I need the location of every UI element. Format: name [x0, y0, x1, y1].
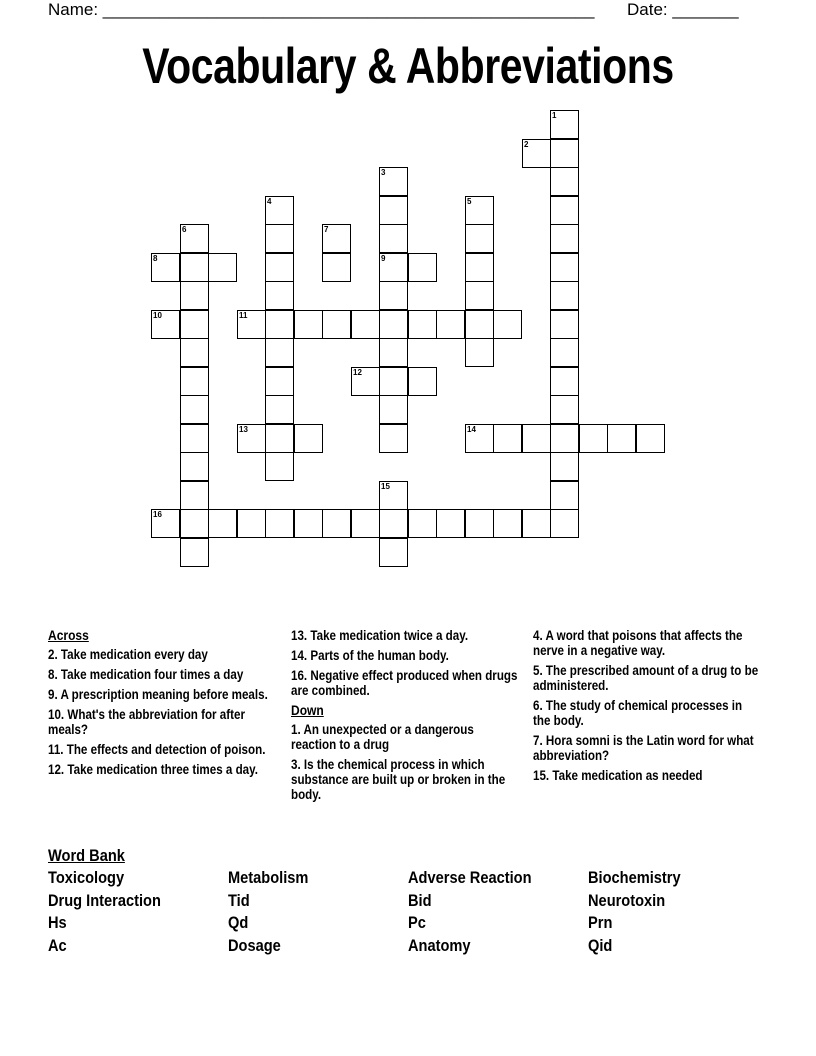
cell-number: 5	[467, 197, 472, 206]
cell-number: 6	[182, 225, 187, 234]
grid-cell[interactable]	[379, 196, 408, 225]
clue-item	[291, 628, 519, 643]
grid-cell[interactable]	[465, 196, 494, 225]
clues-column-3	[533, 628, 765, 788]
clue-text: A prescription meaning before meals.	[60, 687, 268, 702]
clue-text: What's the abbreviation for after meals?	[48, 707, 245, 737]
word-bank-item: Pc	[408, 913, 426, 933]
clue-item	[48, 647, 276, 662]
grid-cell[interactable]	[436, 509, 465, 538]
grid-cell[interactable]	[351, 509, 380, 538]
clue-text: An unexpected or a dangerous reaction to a drug	[291, 722, 474, 752]
cell-number: 7	[324, 225, 329, 234]
cell-number: 3	[381, 168, 386, 177]
cell-number: 9	[381, 254, 386, 263]
clue-number: 5.	[533, 663, 543, 678]
clue-text: Take medication twice a day.	[310, 628, 469, 643]
clue-text: A word that poisons that affects the nerve in a negative way.	[533, 628, 743, 658]
clue-item	[291, 648, 519, 663]
grid-cell[interactable]	[151, 310, 180, 339]
grid-cell[interactable]	[550, 281, 579, 310]
clue-item	[533, 663, 761, 693]
grid-cell[interactable]	[180, 538, 209, 567]
grid-cell[interactable]	[579, 424, 608, 453]
grid-cell[interactable]	[265, 395, 294, 424]
cell-number: 1	[552, 111, 557, 120]
clue-text: Take medication as needed	[552, 768, 703, 783]
word-bank-item: Biochemistry	[588, 868, 681, 887]
grid-cell[interactable]	[208, 509, 237, 538]
grid-cell[interactable]	[550, 452, 579, 481]
clue-text: Hora somni is the Latin word for what abbreviation?	[533, 733, 754, 763]
grid-cell[interactable]	[151, 509, 180, 538]
clue-item	[533, 768, 761, 783]
grid-cell[interactable]	[522, 139, 551, 168]
grid-cell[interactable]	[550, 167, 579, 196]
grid-cell[interactable]	[379, 281, 408, 310]
grid-cell[interactable]	[294, 424, 323, 453]
grid-cell[interactable]	[379, 253, 408, 282]
clue-text: The prescribed amount of a drug to be administered.	[533, 663, 759, 693]
cell-number: 15	[381, 482, 390, 491]
grid-cell[interactable]	[550, 196, 579, 225]
clue-item	[48, 667, 276, 682]
grid-cell[interactable]	[208, 253, 237, 282]
clue-number: 8.	[48, 667, 58, 682]
cell-number: 14	[467, 425, 476, 434]
clues-column-2	[291, 628, 523, 807]
cell-number: 2	[524, 140, 529, 149]
clue-item	[48, 687, 276, 702]
grid-cell[interactable]	[322, 310, 351, 339]
grid-cell[interactable]	[265, 338, 294, 367]
word-bank-item: Metabolism	[228, 868, 309, 887]
grid-cell[interactable]	[408, 253, 437, 282]
clue-item	[291, 722, 519, 752]
grid-cell[interactable]	[351, 310, 380, 339]
grid-cell[interactable]	[550, 424, 579, 453]
clue-number: 6.	[533, 698, 543, 713]
grid-cell[interactable]	[493, 424, 522, 453]
grid-cell[interactable]	[180, 481, 209, 510]
grid-cell[interactable]	[636, 424, 665, 453]
grid-cell[interactable]	[265, 224, 294, 253]
word-bank-item: Dosage	[228, 936, 281, 956]
cell-number: 11	[239, 311, 248, 320]
grid-cell[interactable]	[465, 224, 494, 253]
grid-cell[interactable]	[322, 224, 351, 253]
grid-cell[interactable]	[180, 424, 209, 453]
grid-cell[interactable]	[180, 338, 209, 367]
grid-cell[interactable]	[180, 281, 209, 310]
grid-cell[interactable]	[550, 481, 579, 510]
clue-text: Is the chemical process in which substance are built up or broken in the body.	[291, 757, 506, 802]
clue-number: 15.	[533, 768, 550, 783]
grid-cell[interactable]	[322, 253, 351, 282]
grid-cell[interactable]	[465, 509, 494, 538]
grid-cell[interactable]	[379, 167, 408, 196]
grid-cell[interactable]	[408, 509, 437, 538]
grid-cell[interactable]	[465, 424, 494, 453]
grid-cell[interactable]	[237, 424, 266, 453]
grid-cell[interactable]	[379, 509, 408, 538]
grid-cell[interactable]	[180, 395, 209, 424]
grid-cell[interactable]	[522, 509, 551, 538]
grid-cell[interactable]	[351, 367, 380, 396]
grid-cell[interactable]	[294, 509, 323, 538]
grid-cell[interactable]	[265, 452, 294, 481]
name-field-label: Name: ____________________________________________________	[48, 0, 595, 19]
down-heading: Down	[291, 702, 324, 718]
grid-cell[interactable]	[379, 538, 408, 567]
clue-text: Parts of the human body.	[310, 648, 449, 663]
grid-cell[interactable]	[550, 367, 579, 396]
clue-text: Take medication four times a day	[60, 667, 244, 682]
clue-item	[533, 733, 761, 763]
word-bank-item: Qid	[588, 936, 613, 956]
grid-cell[interactable]	[465, 253, 494, 282]
grid-cell[interactable]	[408, 367, 437, 396]
grid-cell[interactable]	[180, 509, 209, 538]
grid-cell[interactable]	[522, 424, 551, 453]
across-heading: Across	[48, 627, 89, 643]
grid-cell[interactable]	[379, 367, 408, 396]
clue-number: 10.	[48, 707, 65, 722]
clue-text: Take medication every day	[60, 647, 208, 662]
clue-item	[533, 698, 761, 728]
clue-item	[291, 757, 519, 802]
clue-number: 9.	[48, 687, 58, 702]
grid-cell[interactable]	[265, 253, 294, 282]
grid-cell[interactable]	[465, 338, 494, 367]
grid-cell[interactable]	[493, 310, 522, 339]
grid-cell[interactable]	[379, 310, 408, 339]
grid-cell[interactable]	[265, 367, 294, 396]
grid-cell[interactable]	[237, 509, 266, 538]
date-field-label: Date: _______	[627, 0, 739, 19]
clue-text: The effects and detection of poison.	[66, 742, 266, 757]
clues-column-1	[48, 628, 280, 782]
grid-cell[interactable]	[265, 196, 294, 225]
grid-cell[interactable]	[294, 310, 323, 339]
word-bank-item: Tid	[228, 890, 250, 910]
clue-item	[533, 628, 761, 658]
cell-number: 12	[353, 368, 362, 377]
grid-cell[interactable]	[550, 253, 579, 282]
word-bank-item: Hs	[48, 913, 67, 933]
word-bank-item: Anatomy	[408, 936, 471, 956]
clue-number: 14.	[291, 648, 308, 663]
grid-cell[interactable]	[379, 224, 408, 253]
grid-cell[interactable]	[550, 139, 579, 168]
grid-cell[interactable]	[180, 452, 209, 481]
cell-number: 13	[239, 425, 248, 434]
word-bank-item: Prn	[588, 913, 613, 933]
clue-item	[291, 668, 519, 698]
word-bank-item: Drug Interaction	[48, 890, 161, 910]
word-bank-item: Qd	[228, 913, 249, 933]
grid-cell[interactable]	[379, 481, 408, 510]
grid-cell[interactable]	[465, 310, 494, 339]
clue-number: 16.	[291, 668, 308, 683]
grid-cell[interactable]	[237, 310, 266, 339]
grid-cell[interactable]	[379, 395, 408, 424]
grid-cell[interactable]	[607, 424, 636, 453]
grid-cell[interactable]	[408, 310, 437, 339]
cell-number: 4	[267, 197, 272, 206]
word-bank-item: Neurotoxin	[588, 890, 666, 910]
clue-number: 2.	[48, 647, 58, 662]
cell-number: 8	[153, 254, 158, 263]
clue-text: Take medication three times a day.	[67, 762, 258, 777]
clue-number: 13.	[291, 628, 308, 643]
grid-cell[interactable]	[493, 509, 522, 538]
grid-cell[interactable]	[180, 253, 209, 282]
grid-cell[interactable]	[265, 281, 294, 310]
grid-cell[interactable]	[180, 367, 209, 396]
grid-cell[interactable]	[265, 424, 294, 453]
clue-text: Negative effect produced when drugs are combined.	[291, 668, 518, 698]
grid-cell[interactable]	[550, 110, 579, 139]
grid-cell[interactable]	[151, 253, 180, 282]
grid-cell[interactable]	[379, 338, 408, 367]
clue-item	[48, 707, 276, 737]
clue-number: 7.	[533, 733, 543, 748]
grid-cell[interactable]	[550, 310, 579, 339]
cell-number: 10	[153, 311, 162, 320]
grid-cell[interactable]	[180, 224, 209, 253]
clue-number: 11.	[48, 742, 64, 757]
page-title: Vocabulary & Abbreviations	[142, 38, 674, 94]
clue-item	[48, 762, 276, 777]
grid-cell[interactable]	[550, 224, 579, 253]
grid-cell[interactable]	[550, 338, 579, 367]
clue-number: 12.	[48, 762, 65, 777]
grid-cell[interactable]	[379, 424, 408, 453]
word-bank-item: Adverse Reaction	[408, 868, 532, 887]
clue-number: 4.	[533, 628, 543, 643]
word-bank-item: Bid	[408, 890, 432, 910]
grid-cell[interactable]	[180, 310, 209, 339]
clue-text: The study of chemical processes in the body.	[533, 698, 743, 728]
grid-cell[interactable]	[550, 509, 579, 538]
cell-number: 16	[153, 510, 162, 519]
word-bank-title: Word Bank	[48, 846, 125, 865]
grid-cell[interactable]	[322, 509, 351, 538]
clue-item	[48, 742, 276, 757]
grid-cell[interactable]	[436, 310, 465, 339]
grid-cell[interactable]	[465, 281, 494, 310]
word-bank-item: Ac	[48, 936, 67, 956]
clue-number: 3.	[291, 757, 301, 772]
word-bank-item: Toxicology	[48, 868, 125, 887]
grid-cell[interactable]	[550, 395, 579, 424]
grid-cell[interactable]	[265, 509, 294, 538]
grid-cell[interactable]	[265, 310, 294, 339]
clue-number: 1.	[291, 722, 301, 737]
